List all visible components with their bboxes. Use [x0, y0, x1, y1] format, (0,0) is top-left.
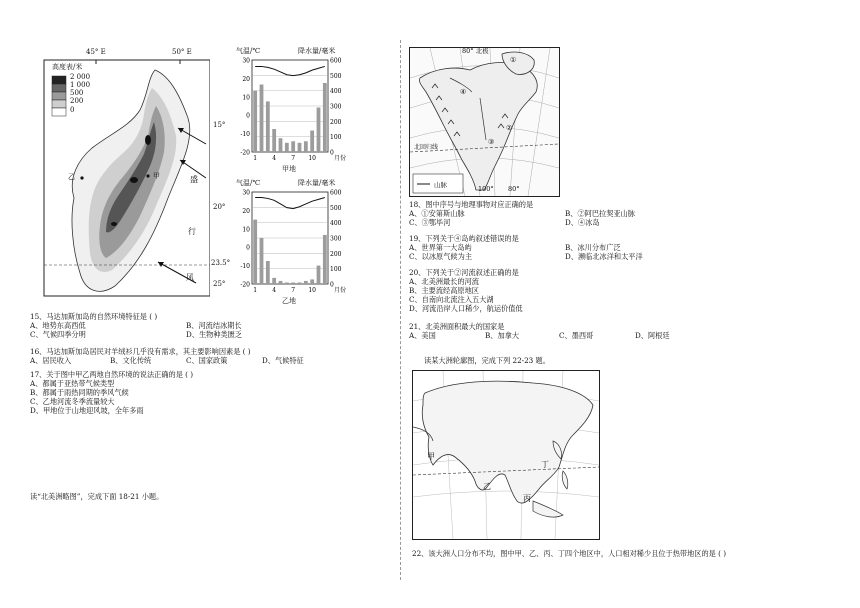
- temperature-line: [255, 198, 325, 209]
- question-18: [409, 200, 635, 227]
- madagascar-map: [30, 48, 231, 300]
- option-d[interactable]: D、濒临北冰洋和太平洋: [565, 252, 643, 261]
- map-marker-2: ②: [506, 124, 513, 132]
- right-tick-label: 500: [330, 72, 342, 80]
- option-c[interactable]: C、乙地河流冬季流量较大: [30, 397, 115, 406]
- right-tick-label: 300: [330, 103, 342, 111]
- question-stem: 21、北美洲面积最大的国家是: [409, 322, 505, 331]
- precip-bar: [323, 83, 327, 152]
- question-stem: 20、下列关于②河流叙述正确的是: [409, 268, 519, 277]
- option-d[interactable]: D、河流沿岸人口稀少，航运价值低: [409, 304, 523, 313]
- precip-bar: [279, 281, 283, 284]
- option-b[interactable]: B、文化传统: [110, 356, 152, 365]
- question-stem: 18、图中序号与地理事物对应正确的是: [409, 200, 534, 209]
- option-b[interactable]: B、加拿大: [485, 331, 520, 340]
- option-c[interactable]: C、③鄂毕河: [409, 218, 451, 227]
- column-divider: [400, 40, 401, 580]
- precip-bar: [298, 282, 302, 284]
- left-tick-label: 30: [242, 189, 250, 197]
- question-20: [409, 268, 523, 313]
- left-tick-label: -10: [240, 131, 250, 139]
- wind-label: 盛: [190, 175, 198, 184]
- precip-bar: [291, 282, 295, 284]
- section-intro-asia: 读某大洲轮廓图，完成下列 22-23 题。: [424, 356, 550, 365]
- option-d[interactable]: D、气候特征: [262, 356, 304, 365]
- precip-bar: [272, 129, 276, 152]
- region-bing: 丙: [523, 494, 531, 503]
- x-unit-label: 月份: [333, 155, 347, 162]
- precip-bar: [310, 279, 314, 284]
- x-unit-label: 月份: [333, 287, 347, 294]
- wind-label: 风: [186, 273, 194, 282]
- temperature-line: [255, 66, 325, 75]
- map-bottom-label: 100°: [478, 185, 494, 193]
- question-16: [30, 347, 304, 365]
- question-15: [30, 312, 243, 339]
- option-c[interactable]: C、国家政策: [186, 356, 228, 365]
- option-b[interactable]: B、②阿巴拉契亚山脉: [565, 209, 635, 218]
- question-stem: 15、马达加斯加岛的自然环境特征是 ( ): [30, 312, 158, 321]
- asia-outline-map: [412, 370, 600, 540]
- x-tick-label: 1: [253, 287, 258, 294]
- option-a[interactable]: A、美国: [409, 331, 436, 340]
- precip-bar: [266, 101, 270, 152]
- question-19: [409, 234, 643, 261]
- left-axis-title: 气温/℃: [236, 47, 261, 55]
- question-stem: 16、马达加斯加岛居民对羊绒衫几乎没有需求，其主要影响因素是 ( ): [30, 347, 251, 356]
- map-bottom-label: 80°: [508, 185, 520, 193]
- option-a[interactable]: A、世界第一大岛屿: [409, 243, 472, 252]
- option-a[interactable]: A、①安第斯山脉: [409, 209, 465, 218]
- left-tick-label: -20: [240, 281, 250, 289]
- option-d[interactable]: D、阿根廷: [635, 331, 670, 340]
- precip-bar: [304, 281, 308, 284]
- right-tick-label: 300: [330, 235, 342, 243]
- x-tick-label: 4: [272, 155, 277, 162]
- option-c[interactable]: C、墨西哥: [559, 331, 594, 340]
- x-tick-label: 7: [291, 287, 296, 294]
- tropic-label: 北回归线: [414, 144, 439, 151]
- lat-label: 15°: [213, 121, 226, 129]
- left-tick-label: -20: [240, 149, 250, 157]
- map-marker-4: ④: [460, 88, 467, 96]
- wind-label: 行: [188, 227, 196, 236]
- option-d[interactable]: D、④冰岛: [565, 218, 600, 227]
- map-marker-1: ①: [510, 56, 517, 64]
- right-tick-label: 500: [330, 204, 342, 212]
- precip-bar: [253, 220, 257, 284]
- right-axis-title: 降水量/毫米: [298, 47, 336, 55]
- precip-bar: [279, 138, 283, 152]
- map-top-label: 80° 北极: [462, 47, 489, 55]
- left-tick-label: 0: [246, 244, 250, 252]
- option-d[interactable]: D、生物种类匮乏: [186, 330, 243, 339]
- option-a[interactable]: A、居民收入: [30, 356, 72, 365]
- precip-bar: [291, 141, 295, 152]
- x-tick-label: 10: [308, 287, 316, 294]
- left-tick-label: 20: [242, 75, 250, 83]
- point-yi: 乙: [68, 173, 75, 181]
- legend-mountain: 山脉: [434, 181, 447, 189]
- x-tick-label: 10: [308, 155, 316, 162]
- option-c[interactable]: C、以冰原气候为主: [409, 252, 473, 261]
- precip-bar: [266, 261, 270, 284]
- region-jia: 甲: [427, 452, 435, 461]
- option-b[interactable]: B、都属于雨热同期的季风气候: [30, 388, 129, 397]
- lat-label: 23.5°: [211, 259, 231, 267]
- option-a[interactable]: A、地势东高西低: [30, 321, 86, 330]
- precip-bar: [260, 238, 264, 284]
- option-d[interactable]: D、甲地位于山地迎风坡，全年多雨: [30, 406, 144, 415]
- lat-label: 25°: [213, 280, 226, 288]
- option-c[interactable]: C、自南向北流注入五大湖: [409, 295, 494, 304]
- legend-level: 2 000: [70, 73, 91, 81]
- right-tick-label: 0: [330, 149, 334, 157]
- precip-bar: [253, 91, 257, 152]
- legend-level: 500: [70, 89, 84, 97]
- right-tick-label: 600: [330, 57, 342, 65]
- x-tick-label: 4: [272, 287, 277, 294]
- chart-caption: 甲地: [282, 165, 296, 173]
- right-tick-label: 200: [330, 250, 342, 258]
- lon-right-label: 50° E: [172, 48, 192, 56]
- left-tick-label: 10: [242, 94, 250, 102]
- right-axis-title: 降水量/毫米: [298, 179, 336, 187]
- option-b[interactable]: B、河流结冰期长: [186, 321, 242, 330]
- precip-bar: [260, 85, 264, 152]
- precip-bar: [272, 278, 276, 284]
- left-tick-label: 10: [242, 226, 250, 234]
- right-tick-label: 400: [330, 220, 342, 228]
- option-c[interactable]: C、气候四季分明: [30, 330, 86, 339]
- option-b[interactable]: B、冰川分布广泛: [565, 243, 621, 252]
- climate-chart-jia: [228, 46, 353, 176]
- option-a[interactable]: A、北美洲最长的河流: [409, 277, 479, 286]
- x-tick-label: 7: [291, 155, 296, 162]
- region-yi: 乙: [483, 482, 491, 491]
- precip-bar: [317, 266, 321, 284]
- x-tick-label: 1: [253, 155, 258, 162]
- section-intro-north-america: 读“北美洲略图”，完成下面 18-21 小题。: [30, 492, 164, 501]
- precip-bar: [304, 141, 308, 152]
- precip-bar: [285, 282, 289, 284]
- question-stem: 17、关于图中甲乙两地自然环境的说法正确的是 ( ): [30, 370, 194, 379]
- right-tick-label: 600: [330, 189, 342, 197]
- legend-level: 1 000: [70, 81, 91, 89]
- right-tick-label: 400: [330, 88, 342, 96]
- precip-bar: [310, 131, 314, 152]
- question-stem: 19、下列关于④岛屿叙述错误的是: [409, 234, 519, 243]
- precip-bar: [317, 108, 321, 152]
- left-tick-label: 30: [242, 57, 250, 65]
- option-b[interactable]: B、主要流经高原地区: [409, 286, 479, 295]
- left-axis-title: 气温/℃: [236, 179, 261, 187]
- right-tick-label: 0: [330, 281, 334, 289]
- question-17: [30, 370, 193, 415]
- right-tick-label: 200: [330, 118, 342, 126]
- right-tick-label: 100: [330, 266, 342, 274]
- left-tick-label: -10: [240, 263, 250, 271]
- precip-bar: [285, 143, 289, 152]
- map-marker-3: ③: [488, 138, 495, 146]
- left-tick-label: 0: [246, 112, 250, 120]
- north-america-map: [409, 47, 560, 197]
- question-21: [409, 322, 670, 340]
- chart-caption: 乙地: [282, 297, 296, 305]
- point-jia: 甲: [153, 172, 160, 180]
- question-22: 22、该大洲人口分布不均，图中甲、乙、丙、丁四个地区中，人口相对稀少且位于热带地区的是 ( ): [412, 549, 727, 558]
- lon-left-label: 45° E: [86, 48, 106, 56]
- region-ding: 丁: [541, 460, 549, 469]
- precip-bar: [323, 235, 327, 284]
- legend-title: 高度表/米: [52, 63, 83, 71]
- legend-level: 200: [70, 97, 84, 105]
- right-tick-label: 100: [330, 134, 342, 142]
- precip-bar: [298, 143, 302, 152]
- lat-label: 20°: [213, 203, 226, 211]
- climate-chart-yi: [228, 178, 353, 308]
- legend-level: 0: [70, 106, 75, 114]
- option-a[interactable]: A、都属于亚热带气候类型: [30, 379, 115, 388]
- left-tick-label: 20: [242, 207, 250, 215]
